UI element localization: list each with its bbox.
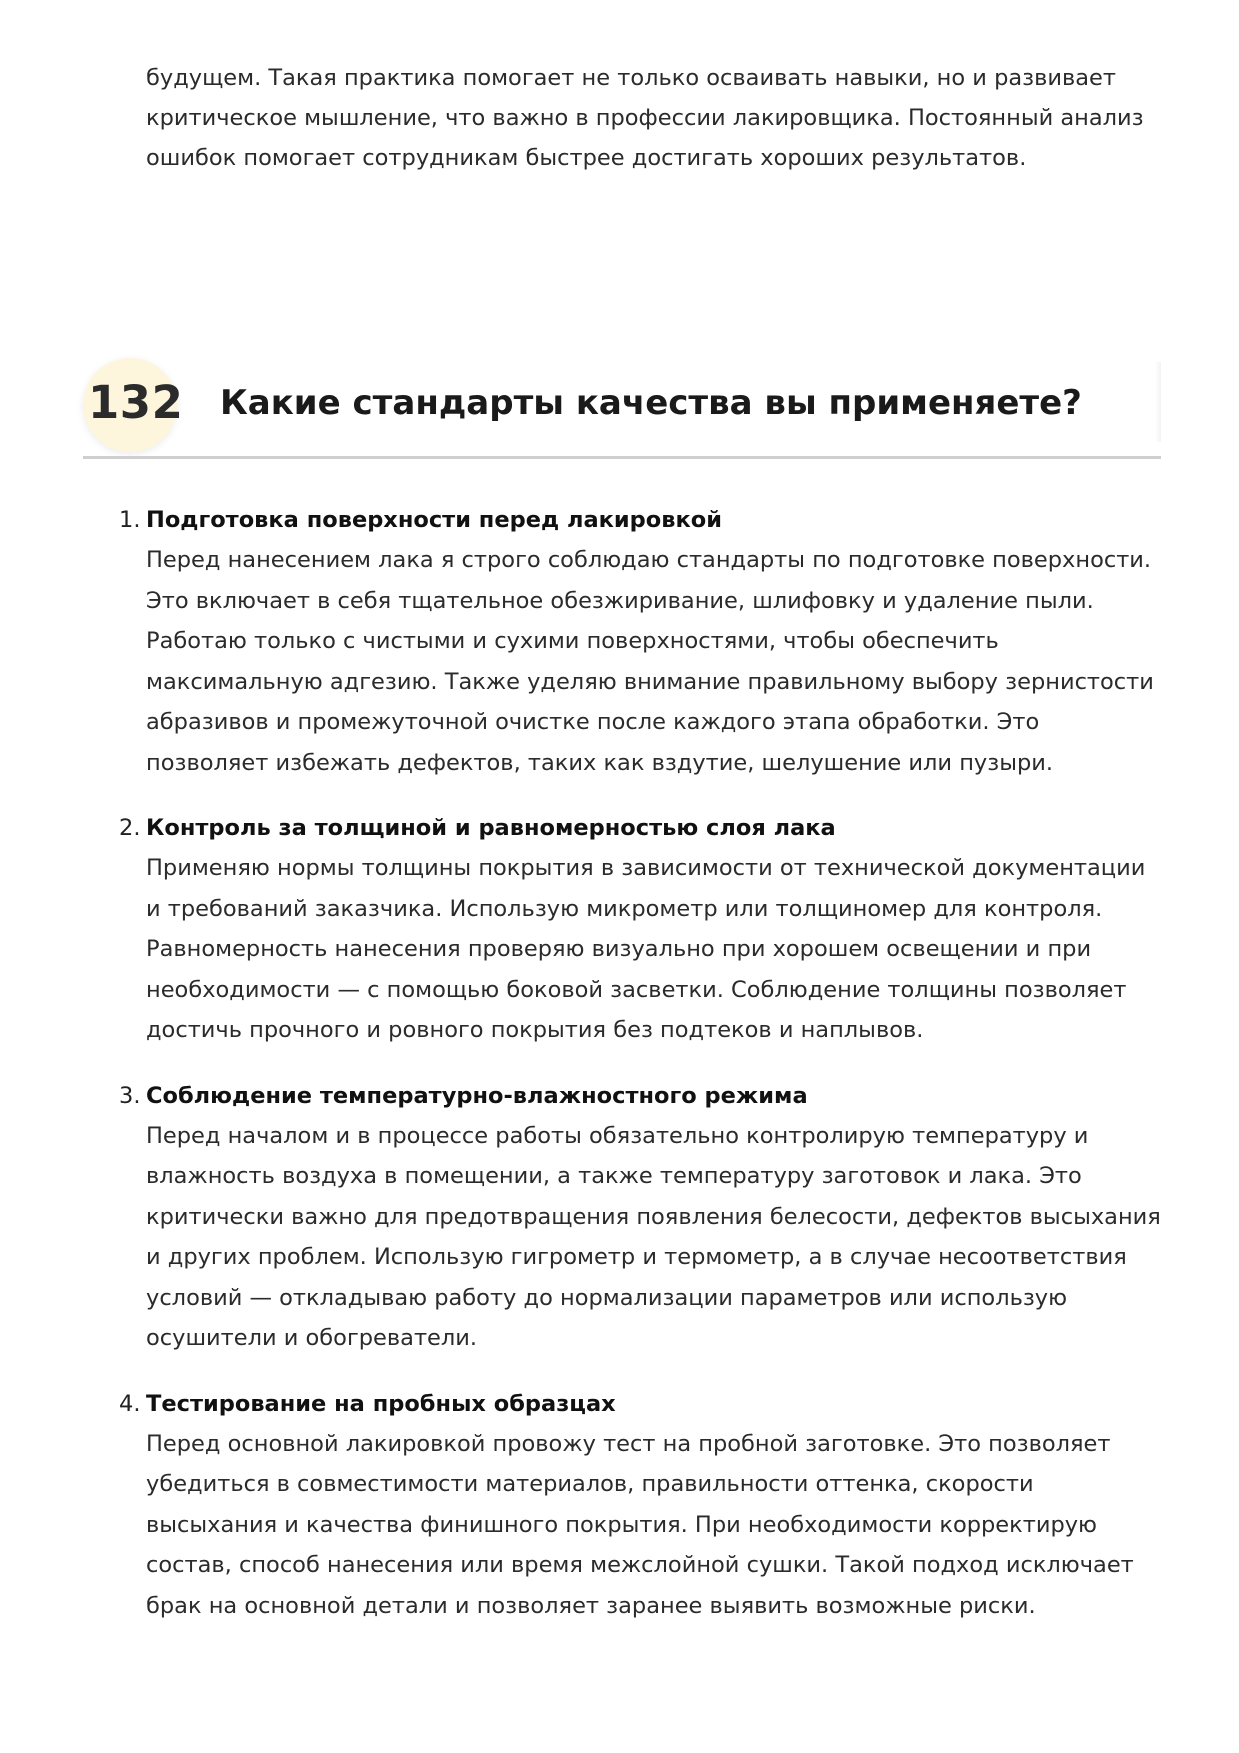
standards-list <box>119 500 1166 1651</box>
list-item-number: 3. <box>119 1082 141 1109</box>
list-item-title: Соблюдение температурно-влажностного режима <box>146 1082 808 1109</box>
list-item-title: Контроль за толщиной и равномерностью слоя лака <box>146 815 836 841</box>
list-item-body: Перед началом и в процессе работы обязательно контролирую температуру и влажность воздуха в помещении, а также температуру заготовок и лака. Это критически важно для предотвращения появления белесости, дефектов высыхания и других проблем. Использую гигрометр и термометр, а в случае несоответствия условий — откладываю работу до нормализации параметров или использую осушители и обогреватели. <box>146 1122 1161 1351</box>
list-item-title: Подготовка поверхности перед лакировкой <box>146 507 722 533</box>
list-item <box>119 1076 1166 1359</box>
question-number: 132 <box>88 376 184 429</box>
list-item-body: Перед нанесением лака я строго соблюдаю стандарты по подготовке поверхности. Это включает в себя тщательное обезжиривание, шлифовку и удаление пыли. Работаю только с чистыми и сухими поверхностями, чтобы обеспечить максимальную адгезию. Также уделяю внимание правильному выбору зернистости абразивов и промежуточной очистке после каждого этапа обработки. Это позволяет избежать дефектов, таких как вздутие, шелушение или пузыри. <box>146 547 1154 776</box>
list-item-heading <box>119 500 1166 540</box>
section-header <box>83 358 1161 458</box>
list-item-heading <box>119 808 1166 848</box>
list-item-body: Применяю нормы толщины покрытия в зависимости от технической документации и требований заказчика. Использую микрометр или толщиномер для контроля. Равномерность нанесения проверяю визуально при хорошем освещении и при необходимости — с помощью боковой засветки. Соблюдение толщины позволяет достичь прочного и ровного покрытия без подтеков и наплывов. <box>146 855 1146 1043</box>
section-divider <box>83 456 1161 459</box>
list-item-number: 4. <box>119 1390 141 1417</box>
list-item-title: Тестирование на пробных образцах <box>146 1390 616 1417</box>
list-item <box>119 808 1166 1051</box>
list-item-heading <box>119 1076 1166 1116</box>
list-item-heading <box>119 1384 1166 1424</box>
header-shadow <box>1155 362 1161 442</box>
list-item-number: 2. <box>119 815 141 841</box>
list-item-number: 1. <box>119 507 141 533</box>
list-item <box>119 1384 1166 1627</box>
list-item-body: Перед основной лакировкой провожу тест на пробной заготовке. Это позволяет убедиться в совместимости материалов, правильности оттенка, скорости высыхания и качества финишного покрытия. При необходимости корректирую состав, способ нанесения или время межслойной сушки. Такой подход исключает брак на основной детали и позволяет заранее выявить возможные риски. <box>146 1430 1134 1619</box>
intro-paragraph: будущем. Такая практика помогает не только осваивать навыки, но и развивает критическое мышление, что важно в профессии лакировщика. Постоянный анализ ошибок помогает сотрудникам быстрее достигать хороших результатов. <box>146 65 1144 171</box>
question-number-badge <box>83 358 184 452</box>
section-title: Какие стандарты качества вы применяете? <box>220 383 1082 423</box>
list-item <box>119 500 1166 783</box>
